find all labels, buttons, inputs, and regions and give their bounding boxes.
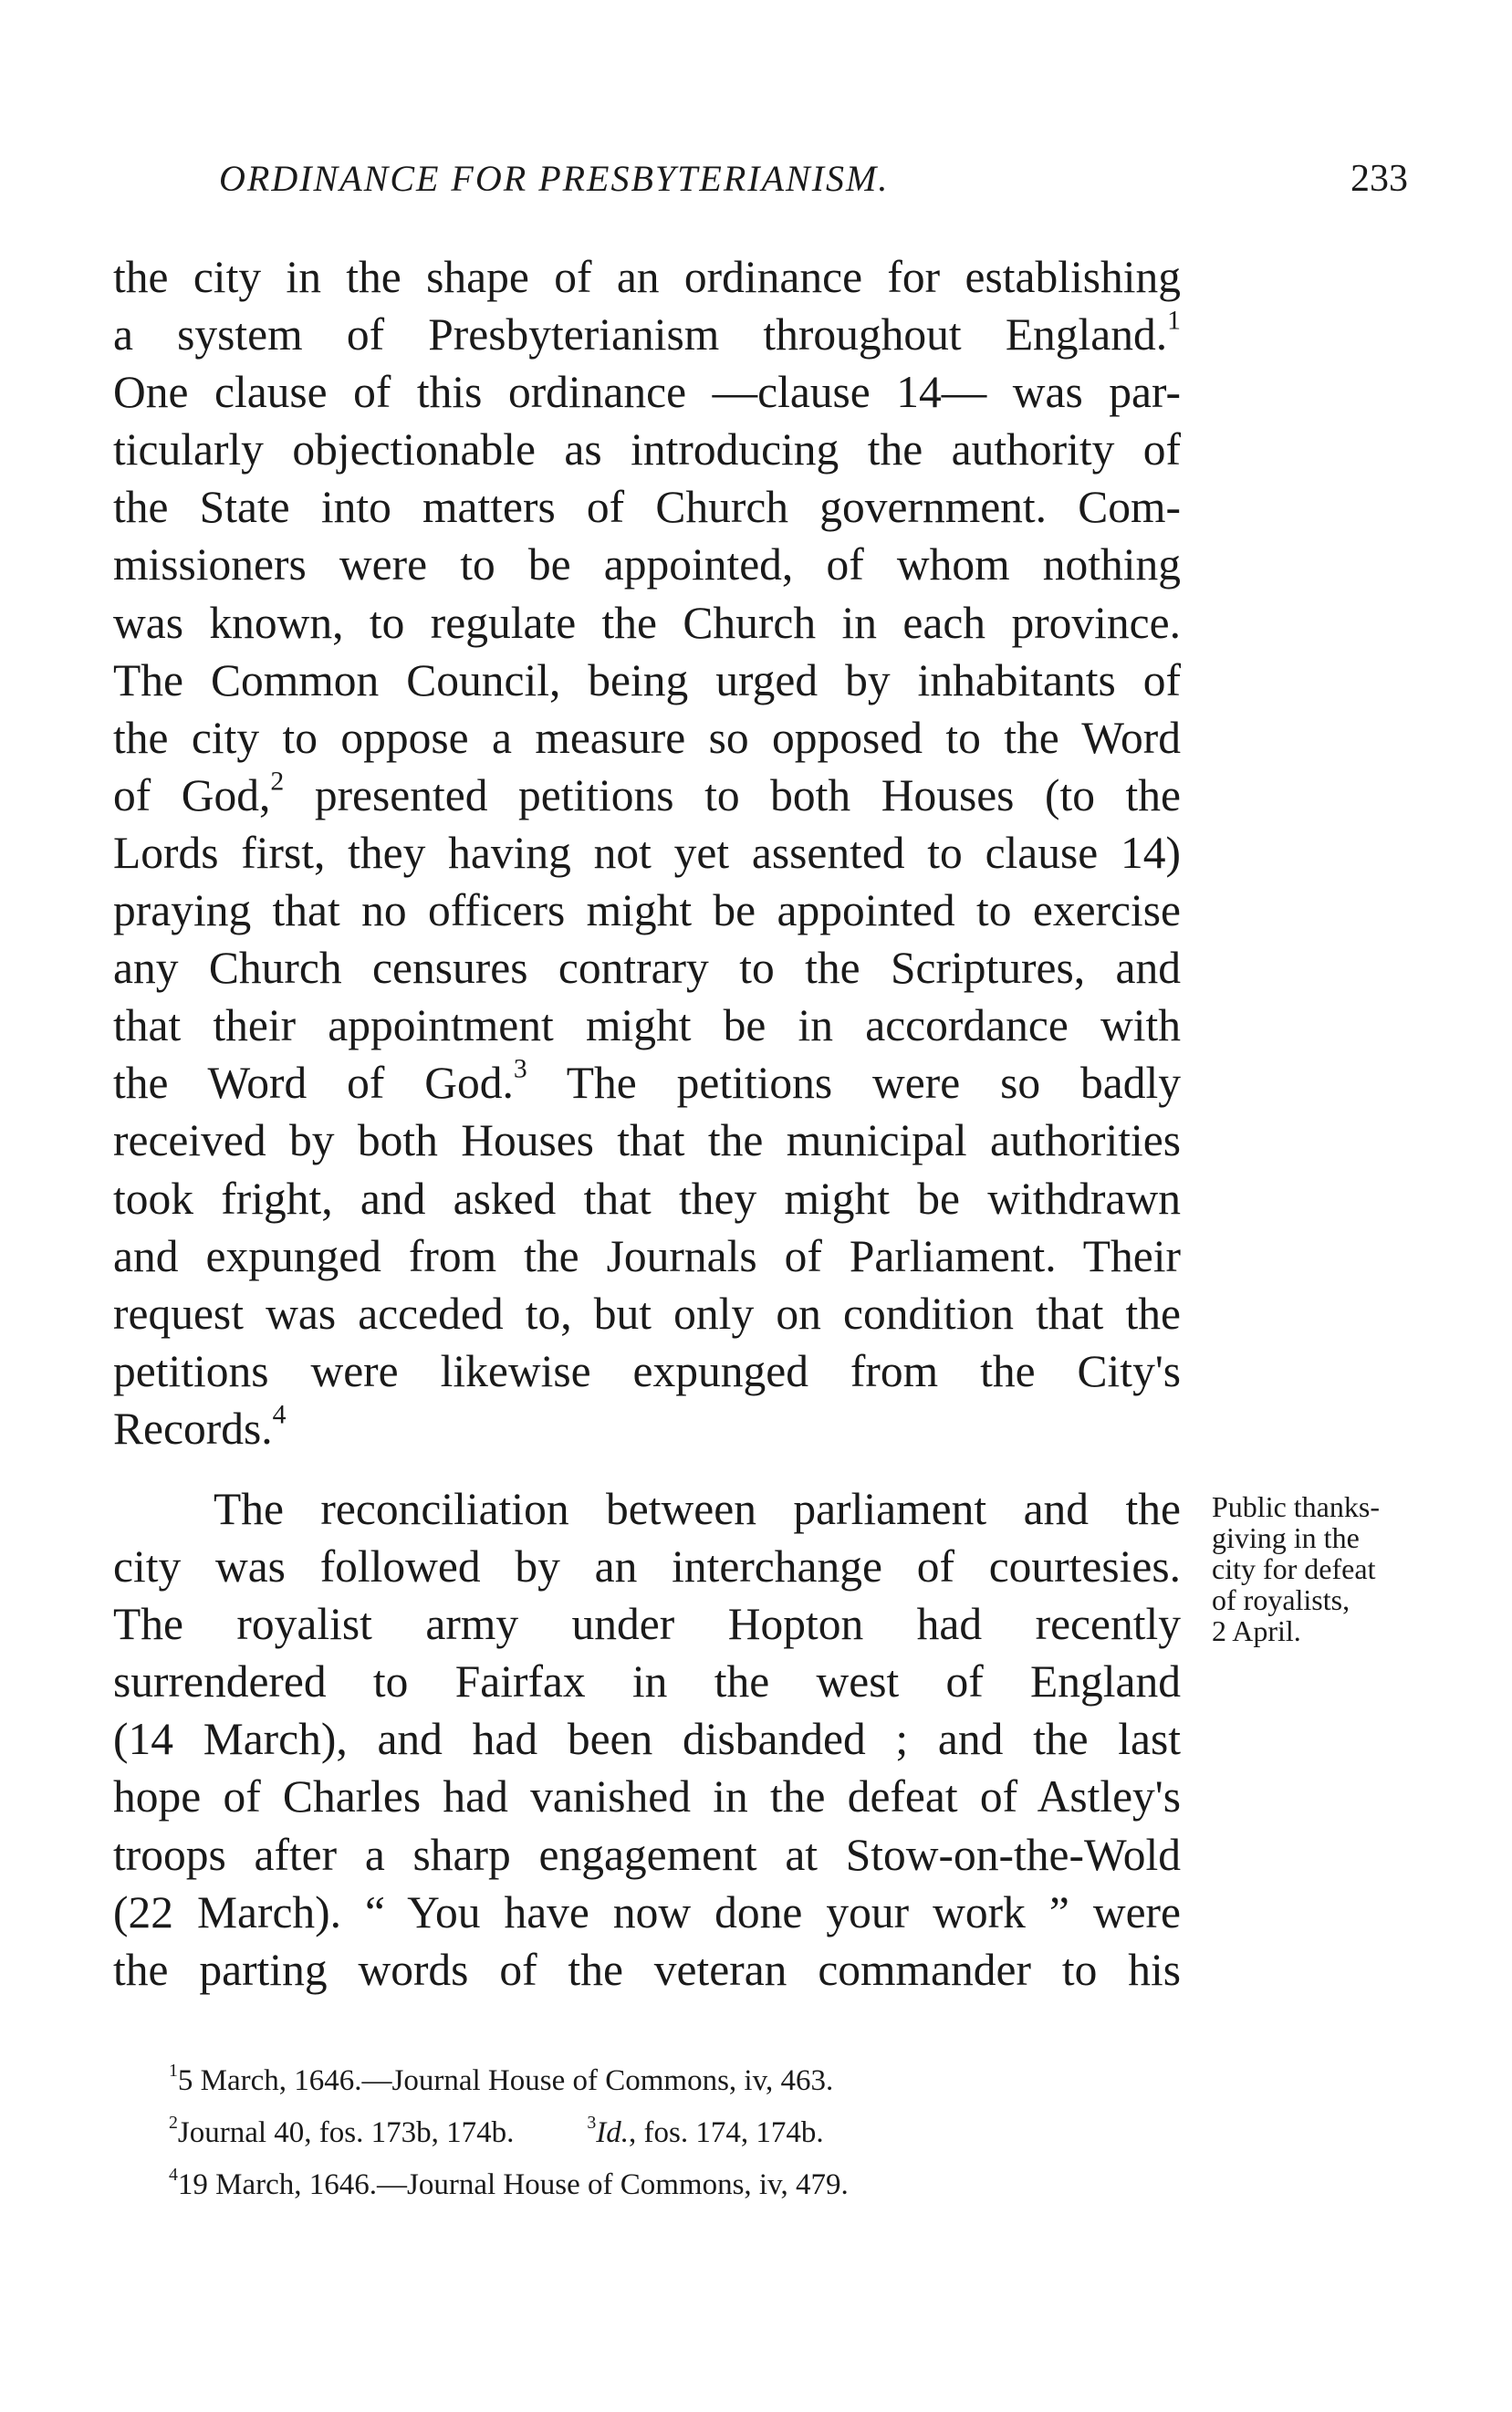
margin-note-line: of royalists,	[1212, 1583, 1350, 1616]
footnote-text: , fos. 174, 174b.	[629, 2116, 824, 2149]
text-fragment: of God,	[113, 769, 271, 820]
text-line: troops after a sharp engagement at Stow-on-the-Wold	[113, 1829, 1181, 1880]
text-line: received by both Houses that the municipal authorities	[113, 1115, 1181, 1166]
text-line: hope of Charles had vanished in the defeat of Astley's	[113, 1771, 1181, 1822]
footnote-ibid: Id.	[596, 2116, 630, 2149]
text-line: The royalist army under Hopton had recently	[113, 1599, 1181, 1650]
running-head-title: ORDINANCE FOR PRESBYTERIANISM.	[219, 158, 890, 199]
text-line: the city in the shape of an ordinance for establishing	[113, 252, 1181, 302]
text-line: petitions were likewise expunged from the City's	[113, 1345, 1181, 1396]
text-line: One clause of this ordinance —clause 14— was par-	[113, 367, 1181, 418]
text-fragment: Records.	[113, 1403, 273, 1454]
text-line: The reconciliation between parliament and the	[214, 1484, 1181, 1534]
page-number: 233	[1350, 158, 1408, 200]
margin-note-line: 2 April.	[1212, 1614, 1301, 1647]
text-line: and expunged from the Journals of Parliament. Their	[113, 1230, 1181, 1281]
text-line: Lords first, they having not yet assented to clause 14)	[113, 827, 1181, 878]
text-line: (14 March), and had been disbanded ; and the last	[113, 1714, 1181, 1765]
text-line: the parting words of the veteran commander to his	[113, 1944, 1181, 1995]
footnote-ref-1: 1	[1167, 306, 1181, 336]
text-line: ticularly objectionable as introducing the authority of	[113, 424, 1181, 475]
footnote-ref-2: 2	[270, 767, 285, 797]
text-line: (22 March). “ You have now done your work ” were	[113, 1886, 1181, 1937]
text-line: that their appointment might be in accordance with	[113, 1000, 1181, 1051]
text-line	[113, 1400, 1181, 1457]
text-fragment: The petitions were so badly	[566, 1058, 1181, 1109]
footnote-2-3	[169, 2107, 1173, 2159]
text-line: The Common Council, being urged by inhabitants of	[113, 654, 1181, 705]
text-line: surrendered to Fairfax in the west of England	[113, 1656, 1181, 1707]
footnote-text: Journal 40, fos. 173b, 174b.	[177, 2116, 515, 2149]
text-line: any Church censures contrary to the Scriptures, and	[113, 943, 1181, 994]
footnote-ref-3: 3	[513, 1055, 527, 1085]
text-line: praying that no officers might be appointed to exercise	[113, 885, 1181, 936]
text-line: the city to oppose a measure so opposed to the Word	[113, 712, 1181, 763]
text-fragment: a system of Presbyterianism throughout England.	[113, 309, 1168, 360]
paragraph-1	[113, 248, 1181, 1457]
footnote-4	[169, 2159, 1173, 2211]
footnote-text: 5 March, 1646.—Journal House of Commons, iv, 463.	[177, 2064, 834, 2097]
footnote-1	[169, 2055, 1173, 2107]
text-fragment: presented petitions to both Houses (to the	[314, 769, 1182, 820]
margin-note-line: giving in the	[1212, 1521, 1360, 1554]
footnote-mark: 3	[587, 2113, 597, 2134]
text-line: was known, to regulate the Church in each province.	[113, 597, 1181, 648]
text-line	[113, 1054, 1181, 1112]
margin-note	[1212, 1491, 1486, 1646]
footnote-ref-4: 4	[272, 1400, 287, 1430]
footnote-text: 19 March, 1646.—Journal House of Commons, iv, 479.	[177, 2168, 849, 2201]
footnotes	[169, 2055, 1173, 2211]
text-line: missioners were to be appointed, of whom nothing	[113, 539, 1181, 590]
margin-note-line: Public thanks-	[1212, 1490, 1380, 1523]
text-fragment: the Word of God.	[113, 1058, 514, 1109]
text-line: the State into matters of Church government. Com-	[113, 482, 1181, 533]
footnote-mark: 1	[169, 2061, 178, 2082]
text-line: city was followed by an interchange of courtesies.	[113, 1541, 1181, 1592]
text-line	[113, 767, 1181, 824]
margin-note-line: city for defeat	[1212, 1552, 1376, 1585]
text-line: took fright, and asked that they might be withdrawn	[113, 1173, 1181, 1224]
footnote-mark: 4	[169, 2165, 178, 2186]
text-line: request was acceded to, but only on condition that the	[113, 1288, 1181, 1339]
footnote-mark: 2	[169, 2113, 178, 2134]
text-line	[113, 306, 1181, 363]
paragraph-2	[113, 1480, 1181, 1999]
